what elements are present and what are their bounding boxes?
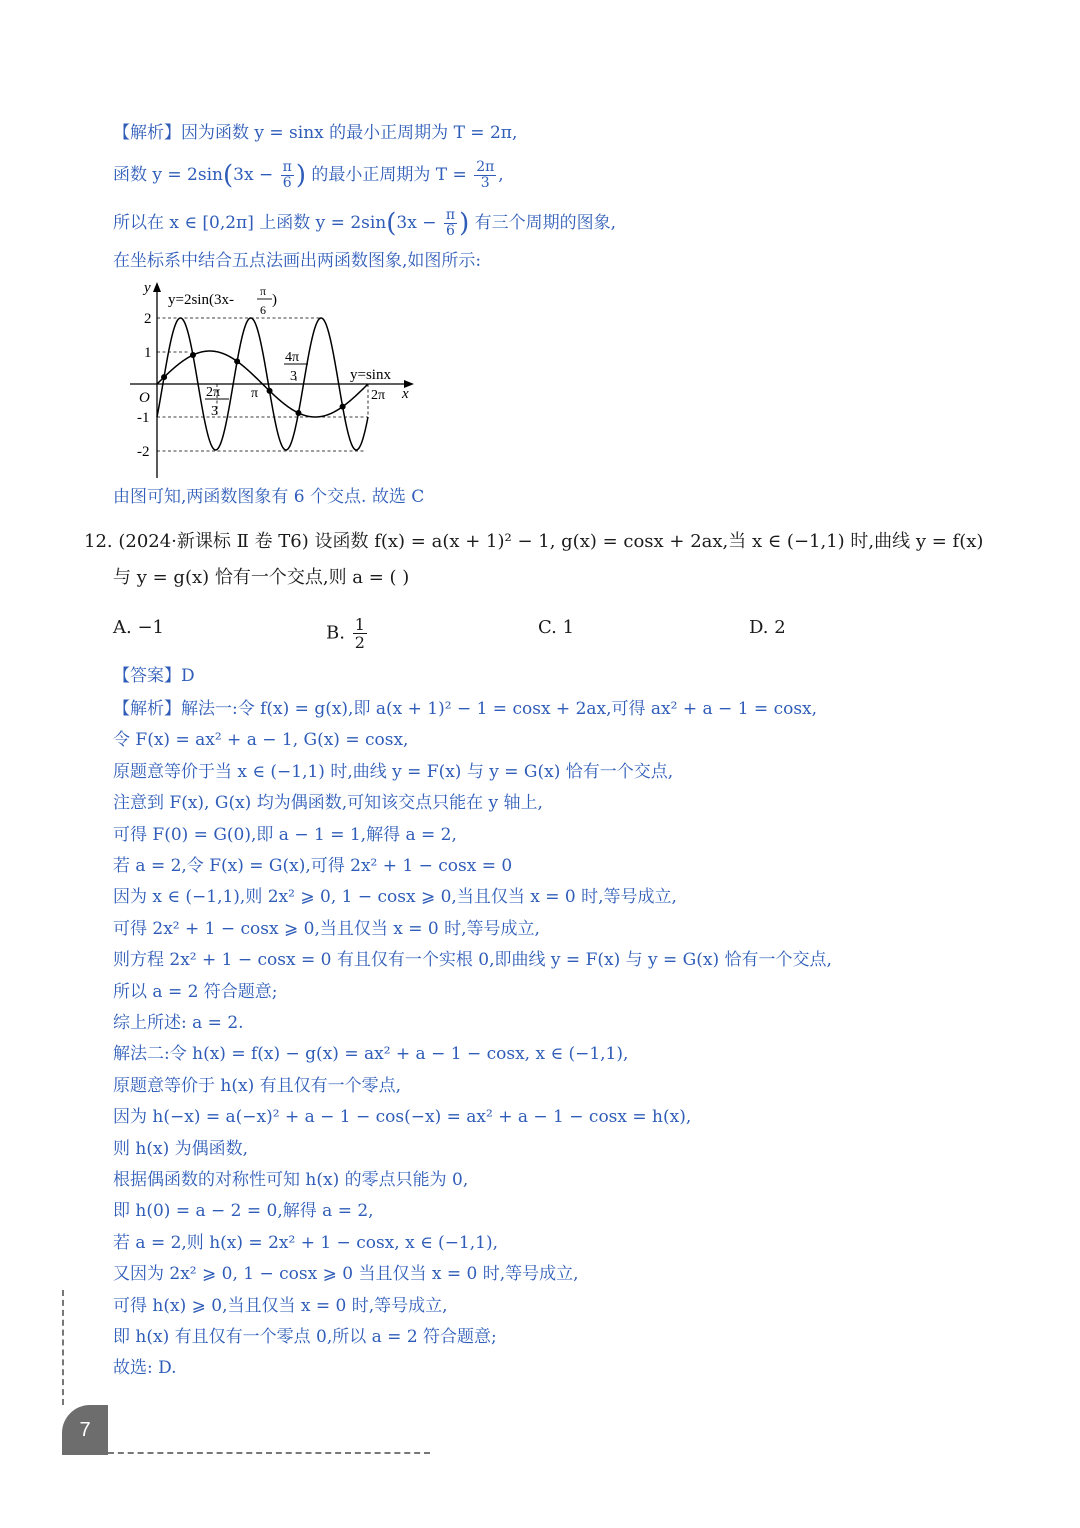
sol12-line: 又因为 2x² ⩾ 0, 1 − cosx ⩾ 0 当且仅当 x = 0 时,等号成立, <box>113 1264 579 1284</box>
curve-label-2sin-close: ) <box>272 292 277 308</box>
sol12-line: 根据偶函数的对称性可知 h(x) 的零点只能为 0, <box>113 1170 469 1190</box>
sol12-line: 原题意等价于当 x ∈ (−1,1) 时,曲线 y = F(x) 与 y = G(x) 恰有一个交点, <box>113 762 674 782</box>
sol12-line: 解法二:令 h(x) = f(x) − g(x) = ax² + a − 1 − cosx, x ∈ (−1,1), <box>113 1044 629 1064</box>
option-a: A. −1 <box>113 617 164 638</box>
sol12-line: 则方程 2x² + 1 − cosx = 0 有且仅有一个实根 0,即曲线 y = F(x) 与 y = G(x) 恰有一个交点, <box>113 950 832 970</box>
x-tick-2pi3-num: 2π <box>206 385 221 400</box>
sol12-line: 令 F(x) = ax² + a − 1, G(x) = cosx, <box>113 730 409 750</box>
sol12-line: 故选: D. <box>113 1358 177 1378</box>
option-d: D. 2 <box>749 617 786 638</box>
sol12-line: 可得 F(0) = G(0),即 a − 1 = 1,解得 a = 2, <box>113 825 457 845</box>
fraction: $\frac{2\pi}{3}$ <box>476 159 495 191</box>
function-graph <box>128 278 420 480</box>
y-tick-neg2: -2 <box>137 444 150 460</box>
page-border-vertical <box>62 1290 64 1405</box>
curve-label-2sin-num: π <box>260 284 267 298</box>
sol11-line-5: 由图可知,两函数图象有 6 个交点. 故选 C <box>113 487 425 507</box>
y-tick-2: 2 <box>144 311 152 327</box>
origin-label: O <box>139 390 150 406</box>
fraction: $\frac{\pi}{6}$ <box>282 159 292 191</box>
fraction: $\frac{\pi}{6}$ <box>445 207 456 239</box>
sol11-line-1: 【解析】因为函数 y = sinx 的最小正周期为 T = 2π, <box>113 123 518 143</box>
page-number: 7 <box>62 1405 108 1455</box>
x-tick-4pi3-num: 4π <box>285 350 300 365</box>
sol12-line: 若 a = 2,令 F(x) = G(x),可得 2x² + 1 − cosx = 0 <box>113 856 513 876</box>
q12-line-2: 与 y = g(x) 恰有一个交点,则 a = ( ) <box>113 567 410 588</box>
option-b: B. $\frac{1}{2}$ <box>326 615 365 652</box>
y-tick-1: 1 <box>144 345 152 361</box>
sol12-line: 综上所述: a = 2. <box>113 1013 244 1033</box>
curve-label-sinx: y=sinx <box>350 367 391 383</box>
y-tick-neg1: -1 <box>137 410 150 426</box>
x-tick-2pi: 2π <box>371 388 386 403</box>
sol12-line: 即 h(0) = a − 2 = 0,解得 a = 2, <box>113 1201 374 1221</box>
intersection-point <box>234 358 240 364</box>
x-tick-4pi3-den: 3 <box>290 369 297 384</box>
y-axis-arrow <box>153 282 161 292</box>
x-tick-pi: π <box>251 386 259 401</box>
intersection-point <box>295 410 301 416</box>
sol12-line: 若 a = 2,则 h(x) = 2x² + 1 − cosx, x ∈ (−1,1), <box>113 1233 499 1253</box>
sol12-line: 即 h(x) 有且仅有一个零点 0,所以 a = 2 符合题意; <box>113 1327 497 1347</box>
intersection-point <box>267 388 273 394</box>
intersection-point <box>190 352 196 358</box>
y-axis-label: y <box>144 280 151 296</box>
sol12-line: 则 h(x) 为偶函数, <box>113 1139 249 1159</box>
intersection-point <box>161 374 167 380</box>
fraction: $\frac{1}{2}$ <box>354 615 365 652</box>
sol11-line-4: 在坐标系中结合五点法画出两函数图象,如图所示: <box>113 251 482 271</box>
sol11-line-2: 函数 y = 2sin(3x − $\frac{\pi}{6}$ ) 的最小正周期为 T = $\frac{2\pi}{3}$ , <box>113 159 504 191</box>
curve-label-2sin: y=2sin(3x- <box>168 292 234 308</box>
sol12-line: 所以 a = 2 符合题意; <box>113 982 278 1002</box>
x-tick-2pi3-den: 3 <box>211 404 218 419</box>
option-c: C. 1 <box>538 617 575 638</box>
intersection-point <box>340 404 346 410</box>
q12-line-1: 12. (2024·新课标 Ⅱ 卷 T6) 设函数 f(x) = a(x + 1)² − 1, g(x) = cosx + 2ax,当 x ∈ (−1,1) 时,曲线 y = f(x) <box>84 531 984 552</box>
sol12-line: 原题意等价于 h(x) 有且仅有一个零点, <box>113 1076 402 1096</box>
curve-label-2sin-den: 6 <box>260 303 266 317</box>
sol12-line: 因为 x ∈ (−1,1),则 2x² ⩾ 0, 1 − cosx ⩾ 0,当且仅当 x = 0 时,等号成立, <box>113 887 677 907</box>
sol12-line: 注意到 F(x), G(x) 均为偶函数,可知该交点只能在 y 轴上, <box>113 793 543 813</box>
sol12-line: 可得 h(x) ⩾ 0,当且仅当 x = 0 时,等号成立, <box>113 1296 448 1316</box>
x-axis-label: x <box>402 386 409 402</box>
sol12-answer: 【答案】D <box>113 666 195 686</box>
page-border-horizontal <box>108 1452 430 1454</box>
sol12-line: 因为 h(−x) = a(−x)² + a − 1 − cos(−x) = ax² + a − 1 − cosx = h(x), <box>113 1107 692 1127</box>
sol12-line: 【解析】解法一:令 f(x) = g(x),即 a(x + 1)² − 1 = cosx + 2ax,可得 ax² + a − 1 = cosx, <box>113 699 818 719</box>
sol12-line: 可得 2x² + 1 − cosx ⩾ 0,当且仅当 x = 0 时,等号成立, <box>113 919 540 939</box>
sol11-line-3: 所以在 x ∈ [0,2π] 上函数 y = 2sin(3x − $\frac{\pi}{6}$ ) 有三个周期的图象, <box>113 207 617 239</box>
